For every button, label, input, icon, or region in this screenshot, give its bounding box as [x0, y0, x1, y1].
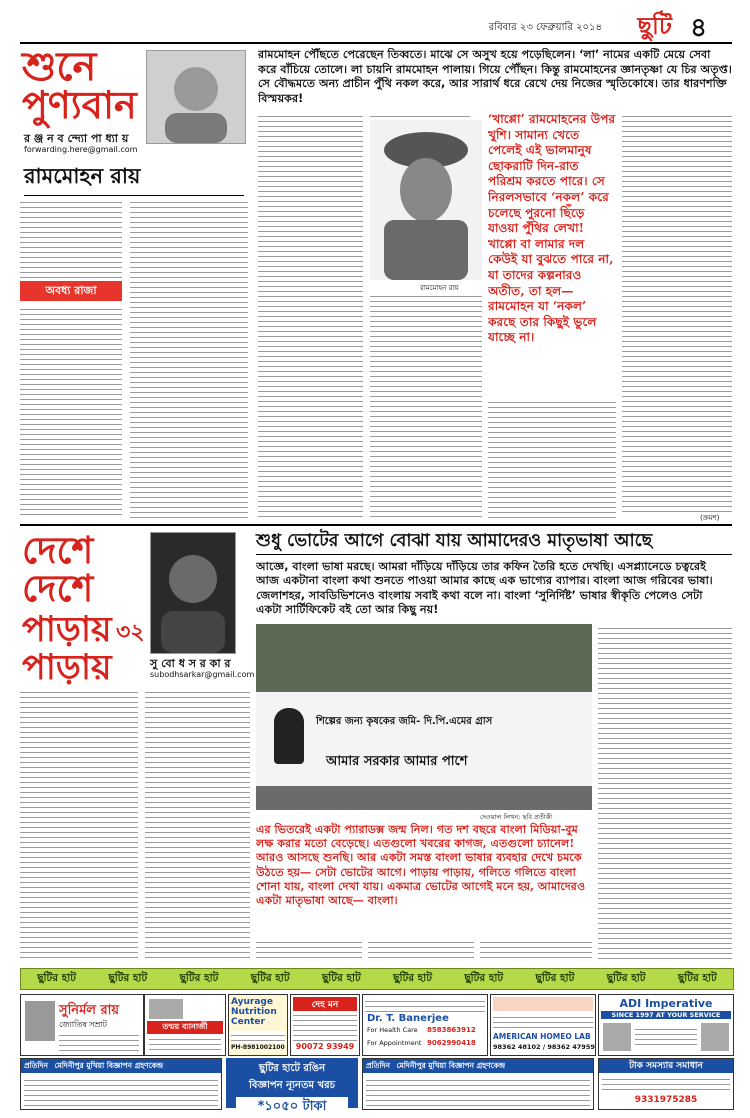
- ad-text: [59, 1031, 139, 1051]
- ad-photo: [25, 1001, 55, 1041]
- wall-graffiti-photo: [256, 624, 592, 810]
- ad-phone: PH-8981002100: [231, 1044, 285, 1051]
- ad-phone: 9331975285: [634, 1095, 698, 1105]
- headline-underline: [256, 554, 732, 555]
- classified-header: [21, 1059, 221, 1073]
- column2-part-number: ৩২: [116, 620, 145, 645]
- body-text-column: [145, 688, 250, 960]
- banner-item: ছুটির হাট: [535, 971, 575, 984]
- wall-slogan-2: আমার সরকার আমার পাশে: [326, 754, 468, 769]
- ad-tagline: SINCE 1997 AT YOUR SERVICE: [601, 1011, 731, 1019]
- ad-text: [602, 1075, 730, 1093]
- banner-item: ছুটির হাট: [677, 971, 717, 984]
- offer-line-2: বিজ্ঞাপন ন্যূনতম খরচ: [249, 1080, 335, 1091]
- page-number: ৪: [690, 13, 707, 43]
- column2-title-4: পাড়ায়: [22, 647, 112, 688]
- date-line: রবিবার ২৩ ফেব্রুয়ারি ২০১৪: [488, 22, 602, 33]
- column-title-top: শুনে: [22, 43, 97, 90]
- ad-ayurage: [228, 994, 288, 1056]
- sketch-caption: রামমোহন রায়: [420, 284, 459, 292]
- lead-paragraph: রামমোহন পৌঁছতে পেরেছেন তিব্বতে। মাঝে সে অসুখ হয়ে পড়েছিলেন। ‘লা’ নামের একটি মেয়ে সেবা করে বাঁচিয়ে তোলে। লা চায়নি রামমোহন পালায়। গিয়ে পৌঁছন। কিন্তু রামমোহনের জ্ঞানতৃষ্ণা যে চির অতৃপ্ত। সে বৌদ্ধমতে অন্য প্রাচীন পুঁথি নকল করে, আর সারার্থ ধরে রেখে দেয় নিজের স্মৃতিকোষে। তার ধারণশক্তি বিস্ময়কর!: [258, 48, 732, 105]
- ad-text: [635, 1025, 697, 1049]
- classified-title: প্রতিদিন: [24, 1061, 48, 1070]
- ads-banner: [20, 968, 734, 990]
- banner-item: ছুটির হাট: [606, 971, 646, 984]
- classified-header: [363, 1059, 593, 1073]
- ad-text: [149, 1035, 221, 1051]
- banner-item: ছুটির হাট: [108, 971, 148, 984]
- ad-phone: 8583863912: [427, 1026, 476, 1034]
- author-portrait: [150, 532, 236, 654]
- column2-title-2: দেশে: [22, 566, 94, 610]
- ad-homeo-lab: [490, 994, 596, 1056]
- ad-subtitle: জ্যোতিষ সম্রাট: [59, 1020, 107, 1029]
- column2-title-1: দেশে: [22, 528, 94, 572]
- ad-hair-loss: [598, 1058, 734, 1110]
- ad-text: [231, 1031, 285, 1043]
- ad-brand: ADI Imperative: [619, 997, 713, 1010]
- ad-lab-name: AMERICAN HOMEO LAB: [493, 1032, 591, 1041]
- body-text-column: [256, 938, 362, 960]
- classified-tag: মেদিনীপুর মুখিয়া বিজ্ঞাপন গ্রহণকেন্দ্র: [396, 1061, 506, 1070]
- body-text-column: [622, 112, 732, 512]
- classified-block: [20, 1058, 222, 1110]
- banner-item: ছুটির হাট: [464, 971, 504, 984]
- offer-price: *১০৫০ টাকা: [236, 1097, 348, 1118]
- ad-appointment: For Appointment: [367, 1039, 422, 1047]
- banner-item: ছুটির হাট: [37, 971, 76, 984]
- wall-slogan-1: শিল্পের জন্য কৃষকের জমি- দি.পি.এমের গ্রাস: [316, 716, 493, 727]
- ad-name: সুনির্মল রায়: [59, 1003, 120, 1018]
- ad-photo: [603, 1023, 631, 1051]
- author-name: র ঞ্জ ন ব ন্দ্যো পা ধ্যা য়: [24, 132, 129, 145]
- ad-text: [493, 1013, 593, 1031]
- ad-photo: [701, 1023, 729, 1051]
- subject-title: রামমোহন রায়: [24, 160, 244, 196]
- article-headline: শুধু ভোটের আগে বোঝা যায় আমাদেরও মাতৃভাষা আছে: [256, 531, 653, 551]
- body-text-column: [130, 198, 248, 519]
- ad-phone: 9062990418: [427, 1039, 476, 1047]
- ad-tag: তন্ময় ব্যানার্জী: [147, 1021, 223, 1034]
- ad-imperative: [598, 994, 734, 1056]
- continued-note: (ক্রমশ): [700, 514, 720, 522]
- ad-astrologer: [20, 994, 144, 1056]
- ad-astrologer-2: [144, 994, 226, 1056]
- author-email: forwarding.here@gmail.com: [24, 145, 138, 154]
- banner-item: ছুটির হাট: [179, 971, 219, 984]
- photo-credit: দেওয়াল লিখন: ছবি প্রতীকী: [480, 813, 553, 821]
- column2-title-3: পাড়ায়: [22, 609, 112, 650]
- sketch-illustration: [370, 120, 482, 280]
- foliage: [256, 624, 592, 692]
- ad-title: টাক সমস্যার সমাধান: [599, 1059, 733, 1073]
- author-portrait: [146, 50, 246, 144]
- ad-phone: 90072 93949: [295, 1042, 355, 1051]
- banner-item: ছুটির হাট: [393, 971, 432, 984]
- ad-text: [365, 997, 485, 1013]
- body-text-column: [480, 938, 592, 960]
- banner-item: ছুটির হাট: [321, 971, 361, 984]
- ad-phone: 98362 48102 / 98362 47959: [493, 1043, 595, 1051]
- portrait-illustration: [147, 51, 245, 143]
- classified-title: প্রতিদিন: [366, 1061, 390, 1070]
- ad-tag: For Health Care: [367, 1026, 418, 1034]
- body-text-column: [20, 305, 122, 519]
- column-title-bottom: পুণ্যবান: [22, 82, 137, 127]
- ad-body-health: [290, 994, 360, 1056]
- body-text-column: [368, 938, 474, 960]
- body-text-column: [258, 112, 363, 519]
- pull-quote: ‘খাপ্পো’ রামমোহনের উপর খুশি। সামান্য খেতে পেলেই এই ভালমানুষ ছোকরাটি দিন-রাত পরিশ্রম করতে পারে। সে নিরলসভাবে ‘নকল’ করে চলেছে পুরনো ছিঁড়ে যাওয়া পুঁথির লেখা! খাপ্পো বা লামার দল কেউই যা বুঝতে পারে না, যা তাদের কল্পনারও অতীত, তা হল— রামমোহন যা ‘নকল’ করছে তার কিছুই ভুলে যাচ্ছে না।: [488, 112, 616, 345]
- ground: [256, 786, 592, 810]
- classified-block: [362, 1058, 594, 1110]
- offer-line-1: ছুটির হাটে রঙিন: [258, 1063, 326, 1074]
- banner-item: ছুটির হাট: [250, 971, 290, 984]
- white-wall: [256, 690, 592, 788]
- color-ad-offer: [226, 1058, 358, 1114]
- body-text-column: [370, 292, 482, 519]
- ad-photo: [493, 997, 593, 1011]
- classified-text: [24, 1076, 218, 1106]
- body-text-column: [598, 624, 732, 960]
- lead-paragraph: আজ্ঞে, বাংলা ভাষা মরছে। আমরা দাঁড়িয়ে দাঁড়িয়ে তার কফিন তৈরি হতে দেখছি। এসপ্ল্যানেডে চত্বরেই আজ একটানা বাংলা কথা শুনতে পাওয়া আমার কাছে এক ভাগ্যের ব্যাপার। বাংলা আজ গরিবের ভাষা। জেলাশহর, সাবডিভিশনেও বাংলায় সবাই কথা বলে না। বাংলা ‘সুনির্দিষ্ট’ ভাষার স্বীকৃতি পেলেও সেটা একটা সার্টিফিকেট বই তো আর কিছু নয়!: [256, 560, 713, 617]
- ad-title: দেহ মন: [293, 997, 357, 1012]
- section-badge: অবধ্য রাজা: [20, 281, 122, 301]
- author-name: সু বো ধ স র কা র: [150, 657, 231, 670]
- rammohan-sketch: [370, 120, 482, 280]
- classified-text: [366, 1076, 590, 1106]
- classified-tag: মেদিনীপুর মুখিয়া বিজ্ঞাপন গ্রহণকেন্দ্র: [54, 1061, 164, 1070]
- brand-logo: ছুটি: [637, 12, 672, 40]
- body-text-column: [488, 398, 616, 519]
- body-text-column: [20, 198, 122, 280]
- ad-photo: [149, 999, 183, 1019]
- author-email: subodhsarkar@gmail.com: [150, 670, 255, 679]
- pull-quote: এর ভিতরেই একটা প্যারাডক্স জন্ম নিল। গত দশ বছরে বাংলা মিডিয়া-বুম লক্ষ করার মতো বেড়েছে। এতগুলো খবরের কাগজ, এতগুলো চ্যানেল! আরও আসছে শুনছি। আর একটা সমস্ত বাংলা ভাষার ব্যবহার দেখে চমকে উঠতে হয়— সেটা ভোটের আগে। পাড়ায় পাড়ায়, গলিতে গলিতে বাংলা শোনা যায়, বাংলা দেখা যায়। একমাত্র ভোটের আগেই মনে হয়, আমাদেরও একটা মাতৃভাষা আছে— বাংলা।: [256, 822, 586, 908]
- ad-doctor: [362, 994, 488, 1056]
- section-divider: [20, 524, 732, 526]
- ad-title: Ayurage Nutrition Center: [231, 997, 277, 1027]
- ad-doctor-name: Dr. T. Banerjee: [367, 1013, 449, 1024]
- page-header: [20, 8, 732, 44]
- portrait-illustration: [151, 533, 235, 653]
- ad-text: [293, 1011, 357, 1041]
- wall-caricature: [274, 708, 304, 764]
- body-text-column: [20, 688, 138, 960]
